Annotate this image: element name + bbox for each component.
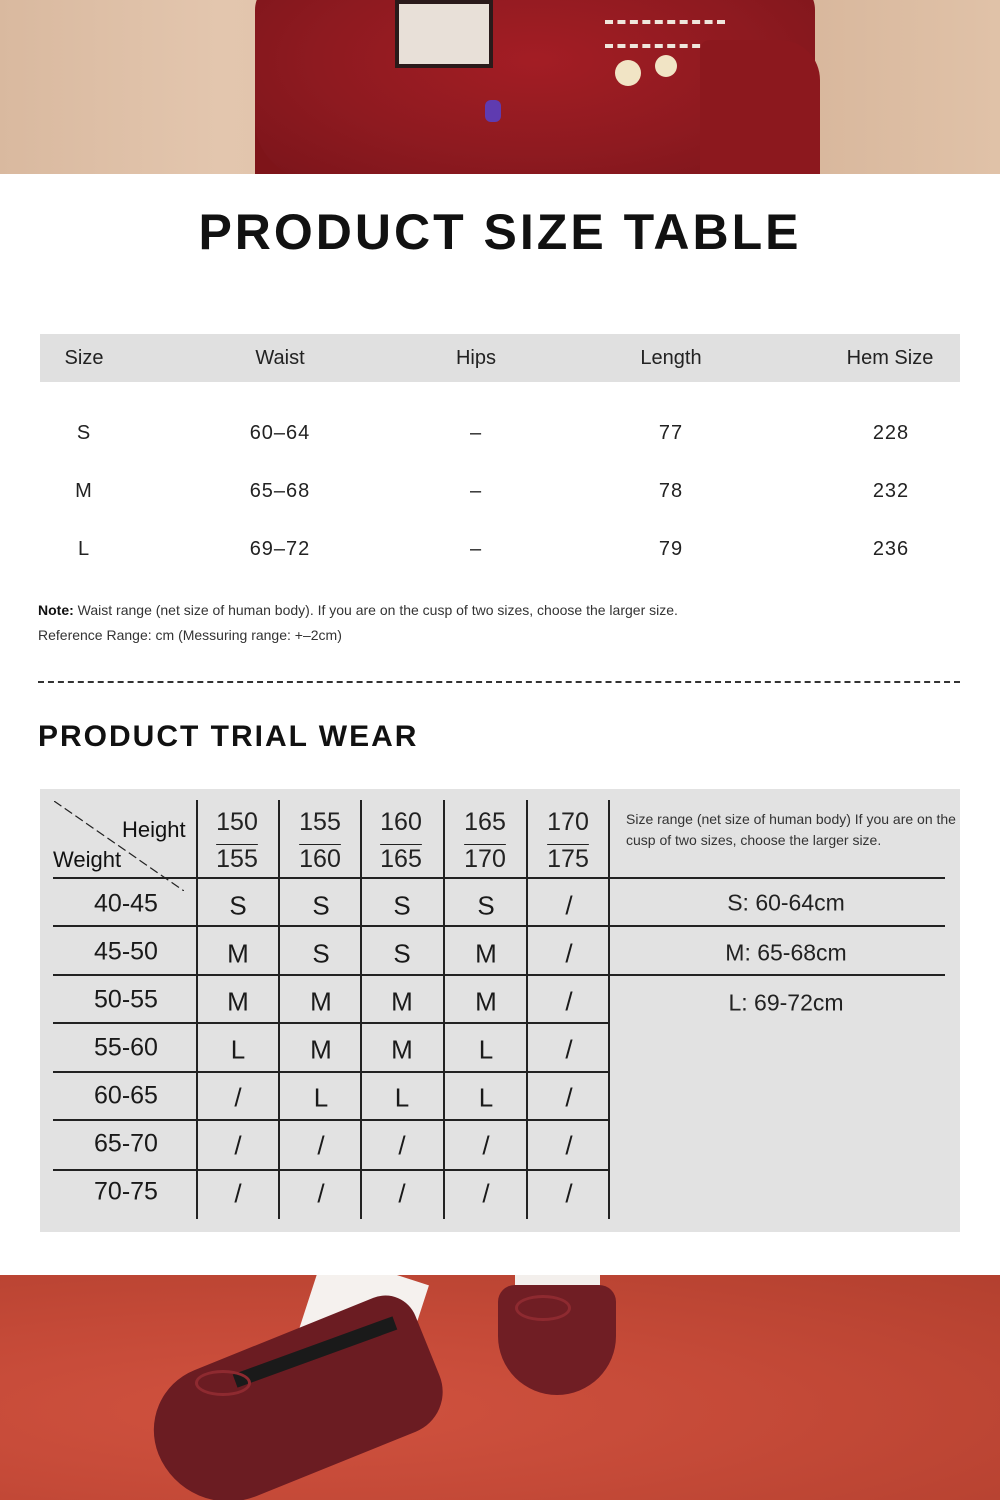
weight-label: 65-70 — [94, 1129, 158, 1158]
grid-line — [278, 800, 280, 1219]
weight-label: 60-65 — [94, 1081, 158, 1110]
size-cell: M — [227, 986, 249, 1017]
header-hem-size: Hem Size — [846, 347, 934, 369]
embroidery-house — [395, 0, 493, 68]
size-cell: S — [312, 938, 330, 969]
size-cell: M — [391, 1034, 413, 1065]
cell-hem-size: 232 — [872, 480, 910, 502]
shoe-bow — [195, 1370, 251, 1396]
size-note — [38, 598, 678, 648]
size-cell: L — [230, 1034, 246, 1065]
height-range-bottom: 155 — [216, 845, 258, 873]
trial-wear-title: PRODUCT TRIAL WEAR — [38, 720, 419, 753]
waist-range-m: M: 65-68cm — [725, 939, 847, 966]
top-product-photo — [0, 0, 1000, 174]
waist-range-s: S: 60-64cm — [727, 889, 845, 916]
size-cell: / — [317, 1130, 325, 1161]
cell-length: 79 — [658, 538, 684, 560]
page-title: PRODUCT SIZE TABLE — [198, 204, 802, 260]
size-cell: / — [565, 938, 573, 969]
size-cell: / — [565, 1178, 573, 1209]
header-hips: Hips — [455, 347, 497, 369]
grid-line — [360, 800, 362, 1219]
size-cell: / — [565, 1082, 573, 1113]
size-cell: M — [310, 1034, 332, 1065]
grid-line — [53, 925, 945, 927]
embroidery-figure — [485, 100, 501, 122]
table-row — [40, 538, 960, 568]
size-cell: M — [391, 986, 413, 1017]
corner-height-label: Height — [122, 817, 186, 842]
grid-line — [53, 1119, 610, 1121]
cell-waist: 65–68 — [249, 480, 311, 502]
height-range-bottom: 160 — [299, 845, 341, 873]
weight-label: 55-60 — [94, 1033, 158, 1062]
dashed-divider — [38, 681, 960, 683]
height-range-top: 150 — [216, 808, 258, 836]
size-cell: / — [565, 1034, 573, 1065]
shoe-bow — [515, 1295, 571, 1321]
waist-range-l: L: 69-72cm — [728, 989, 844, 1016]
cell-length: 77 — [658, 422, 684, 444]
cell-hips: – — [469, 422, 483, 444]
size-cell: L — [394, 1082, 410, 1113]
size-table — [40, 334, 960, 560]
weight-label: 45-50 — [94, 937, 158, 966]
height-range-header — [464, 804, 506, 878]
size-cell: / — [482, 1178, 490, 1209]
height-range-header — [216, 804, 258, 878]
size-cell: / — [565, 1130, 573, 1161]
size-cell: / — [482, 1130, 490, 1161]
size-cell: S — [312, 890, 330, 921]
size-cell: M — [227, 938, 249, 969]
grid-line — [53, 1071, 610, 1073]
size-cell: / — [234, 1082, 242, 1113]
header-size: Size — [64, 347, 104, 369]
size-table-header — [40, 334, 960, 382]
size-cell: S — [477, 890, 495, 921]
size-cell: / — [398, 1178, 406, 1209]
note-text: Waist range (net size of human body). If you are on the cusp of two sizes, choose the larger size. — [77, 602, 678, 618]
cell-waist: 60–64 — [249, 422, 311, 444]
corner-weight-label: Weight — [53, 847, 122, 872]
size-cell: / — [565, 986, 573, 1017]
size-cell: M — [310, 986, 332, 1017]
size-cell: / — [565, 890, 573, 921]
height-range-bottom: 165 — [380, 845, 422, 873]
shoe-left — [134, 1286, 455, 1500]
weight-label: 40-45 — [94, 889, 158, 918]
bottom-shoes-photo — [0, 1275, 1000, 1500]
size-cell: / — [234, 1130, 242, 1161]
cell-size: M — [75, 480, 93, 502]
size-cell: / — [398, 1130, 406, 1161]
grid-line — [53, 974, 945, 976]
weight-label: 70-75 — [94, 1177, 158, 1206]
table-row — [40, 422, 960, 452]
table-row — [40, 480, 960, 510]
size-range-note: Size range (net size of human body) If you are on the cusp of two sizes, choose the larger size. — [626, 811, 956, 848]
sweater-sleeve-right — [700, 40, 820, 174]
cell-size: L — [77, 538, 91, 560]
cell-size: S — [76, 422, 92, 444]
size-cell: L — [478, 1034, 494, 1065]
size-cell: / — [234, 1178, 242, 1209]
height-range-header — [299, 804, 341, 878]
embroidery-flower — [615, 60, 641, 86]
header-length: Length — [640, 347, 702, 369]
height-range-top: 165 — [464, 808, 506, 836]
size-cell: S — [393, 890, 411, 921]
size-cell: / — [317, 1178, 325, 1209]
reference-range: Reference Range: cm (Messuring range: +–2cm) — [38, 627, 342, 643]
cell-waist: 69–72 — [249, 538, 311, 560]
grid-line — [53, 1169, 610, 1171]
cell-hips: – — [469, 480, 483, 502]
height-range-bottom: 170 — [464, 845, 506, 873]
size-cell: L — [313, 1082, 329, 1113]
grid-line — [53, 1022, 610, 1024]
size-cell: S — [229, 890, 247, 921]
cell-hips: – — [469, 538, 483, 560]
cell-length: 78 — [658, 480, 684, 502]
size-cell: M — [475, 938, 497, 969]
note-label: Note: — [38, 602, 74, 618]
cell-hem-size: 228 — [872, 422, 910, 444]
height-range-bottom: 175 — [547, 845, 589, 873]
grid-line — [196, 800, 198, 1219]
grid-line — [526, 800, 528, 1219]
grid-line — [443, 800, 445, 1219]
weight-label: 50-55 — [94, 985, 158, 1014]
cell-hem-size: 236 — [872, 538, 910, 560]
size-cell: S — [393, 938, 411, 969]
embroidery-flower — [655, 55, 677, 77]
height-range-top: 170 — [547, 808, 589, 836]
trial-wear-table — [40, 789, 960, 1232]
grid-line — [608, 800, 610, 1219]
height-range-top: 155 — [299, 808, 341, 836]
height-range-header — [380, 804, 422, 878]
size-cell: M — [475, 986, 497, 1017]
height-range-top: 160 — [380, 808, 422, 836]
header-waist: Waist — [255, 347, 305, 369]
size-cell: L — [478, 1082, 494, 1113]
grid-line — [53, 877, 945, 879]
height-range-header — [547, 804, 589, 878]
